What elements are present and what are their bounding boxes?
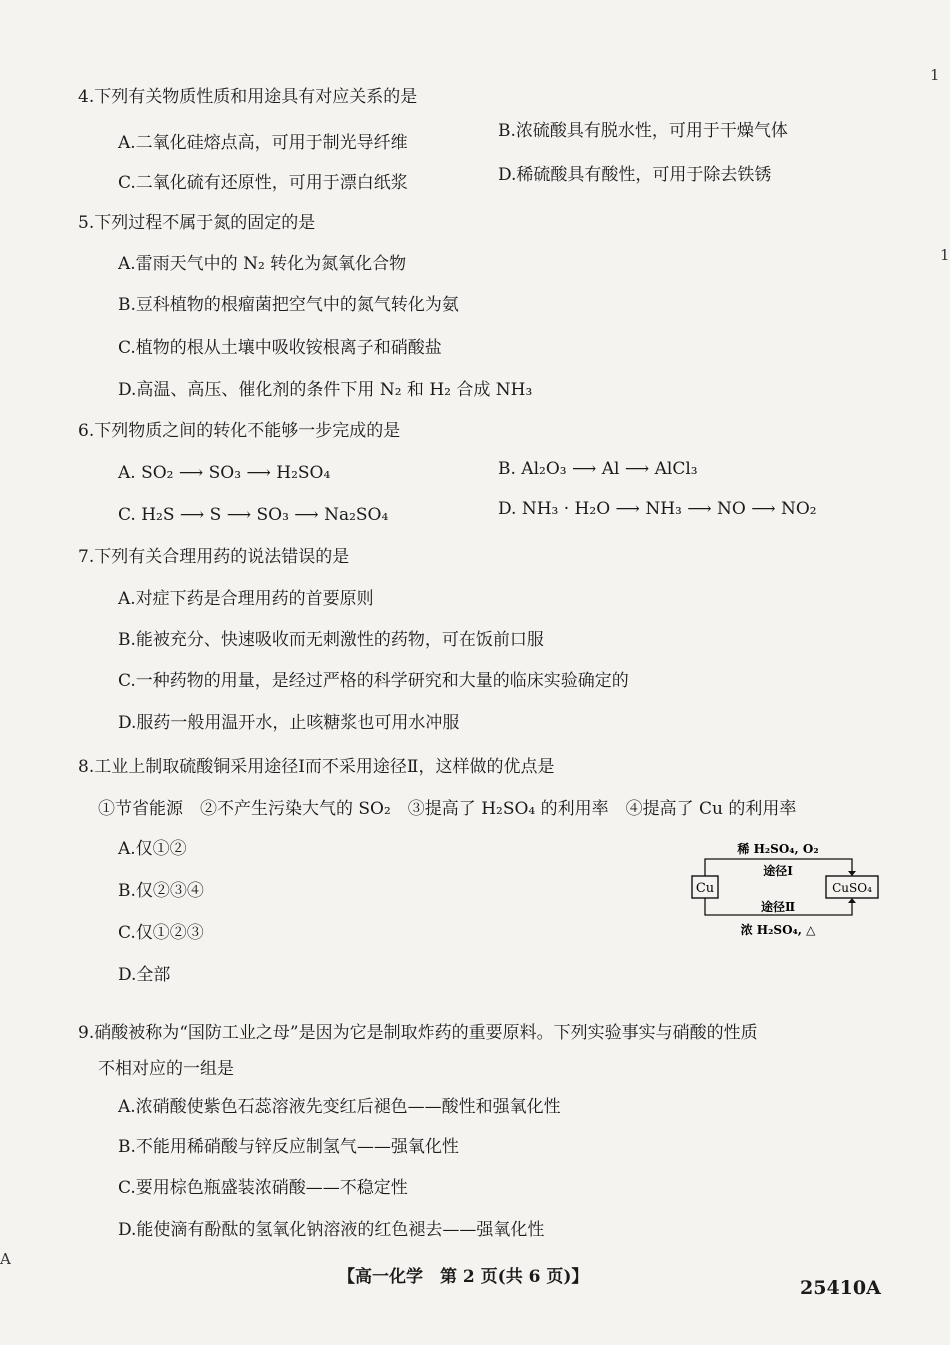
q4-option-b: B.浓硫酸具有脱水性，可用于干燥气体 bbox=[498, 121, 788, 141]
q7-option-b: B.能被充分、快速吸收而无刺激性的药物，可在饭前口服 bbox=[118, 630, 544, 650]
q5-option-a: A.雷雨天气中的 N₂ 转化为氮氧化合物 bbox=[118, 254, 407, 274]
q5-option-c: C.植物的根从土壤中吸收铵根离子和硝酸盐 bbox=[118, 338, 442, 358]
q4-option-a: A.二氧化硅熔点高，可用于制光导纤维 bbox=[118, 133, 408, 153]
q9-option-d: D.能使滴有酚酞的氢氧化钠溶液的红色褪去——强氧化性 bbox=[118, 1220, 545, 1240]
q9-stem-line2: 不相对应的一组是 bbox=[98, 1059, 234, 1079]
route-one-arrowhead bbox=[848, 871, 856, 876]
route-two-arrowhead bbox=[848, 898, 856, 903]
q6-stem: 6.下列物质之间的转化不能够一步完成的是 bbox=[78, 421, 401, 441]
cu-label: Cu bbox=[695, 881, 715, 896]
q7-stem: 7.下列有关合理用药的说法错误的是 bbox=[78, 547, 350, 567]
q4-stem: 4.下列有关物质性质和用途具有对应关系的是 bbox=[78, 87, 418, 107]
route-two-label: 途径Ⅱ bbox=[760, 900, 796, 914]
q5-option-d: D.高温、高压、催化剂的条件下用 N₂ 和 H₂ 合成 NH₃ bbox=[118, 380, 533, 400]
q4-option-c: C.二氧化硫有还原性，可用于漂白纸浆 bbox=[118, 173, 408, 193]
q8-stem: 8.工业上制取硫酸铜采用途径Ⅰ而不采用途径Ⅱ，这样做的优点是 bbox=[78, 757, 555, 777]
margin-mark: 1 bbox=[930, 66, 940, 84]
q6-option-c: C. H₂S ⟶ S ⟶ SO₃ ⟶ Na₂SO₄ bbox=[118, 505, 389, 525]
route-one-condition: 稀 H₂SO₄, O₂ bbox=[737, 842, 819, 856]
cuso4-label: CuSO₄ bbox=[832, 881, 872, 895]
q8-option-a: A.仅①② bbox=[118, 839, 187, 859]
q9-option-c: C.要用棕色瓶盛装浓硝酸——不稳定性 bbox=[118, 1178, 408, 1198]
q4-option-d: D.稀硫酸具有酸性，可用于除去铁锈 bbox=[498, 165, 772, 185]
page-footer: 【高一化学 第 2 页(共 6 页)】 bbox=[338, 1267, 589, 1287]
q8-option-d: D.全部 bbox=[118, 965, 171, 985]
q6-option-b: B. Al₂O₃ ⟶ Al ⟶ AlCl₃ bbox=[498, 459, 698, 479]
q7-option-a: A.对症下药是合理用药的首要原则 bbox=[118, 589, 374, 609]
q6-option-a: A. SO₂ ⟶ SO₃ ⟶ H₂SO₄ bbox=[118, 463, 331, 483]
q9-option-b: B.不能用稀硝酸与锌反应制氢气——强氧化性 bbox=[118, 1137, 459, 1157]
q8-points: ①节省能源 ②不产生污染大气的 SO₂ ③提高了 H₂SO₄ 的利用率 ④提高了 Cu 的利用率 bbox=[98, 799, 797, 819]
q5-stem: 5.下列过程不属于氮的固定的是 bbox=[78, 213, 316, 233]
q9-stem-line1: 9.硝酸被称为“国防工业之母”是因为它是制取炸药的重要原料。下列实验事实与硝酸的性质 bbox=[78, 1023, 758, 1043]
margin-mark: 1 bbox=[940, 246, 950, 264]
q7-option-c: C.一种药物的用量，是经过严格的科学研究和大量的临床实验确定的 bbox=[118, 671, 629, 691]
route-one-label: 途径Ⅰ bbox=[763, 864, 793, 878]
q7-option-d: D.服药一般用温开水，止咳糖浆也可用水冲服 bbox=[118, 713, 460, 733]
q8-option-b: B.仅②③④ bbox=[118, 881, 204, 901]
exam-code: 25410A bbox=[800, 1277, 881, 1299]
q8-option-c: C.仅①②③ bbox=[118, 923, 204, 943]
margin-mark: A bbox=[0, 1250, 11, 1268]
q9-option-a: A.浓硝酸使紫色石蕊溶液先变红后褪色——酸性和强氧化性 bbox=[118, 1097, 561, 1117]
q5-option-b: B.豆科植物的根瘤菌把空气中的氮气转化为氨 bbox=[118, 295, 459, 315]
route-two-condition: 浓 H₂SO₄, △ bbox=[740, 923, 816, 937]
q6-option-d: D. NH₃ · H₂O ⟶ NH₃ ⟶ NO ⟶ NO₂ bbox=[498, 499, 817, 519]
copper-sulfate-route-diagram bbox=[690, 838, 880, 944]
